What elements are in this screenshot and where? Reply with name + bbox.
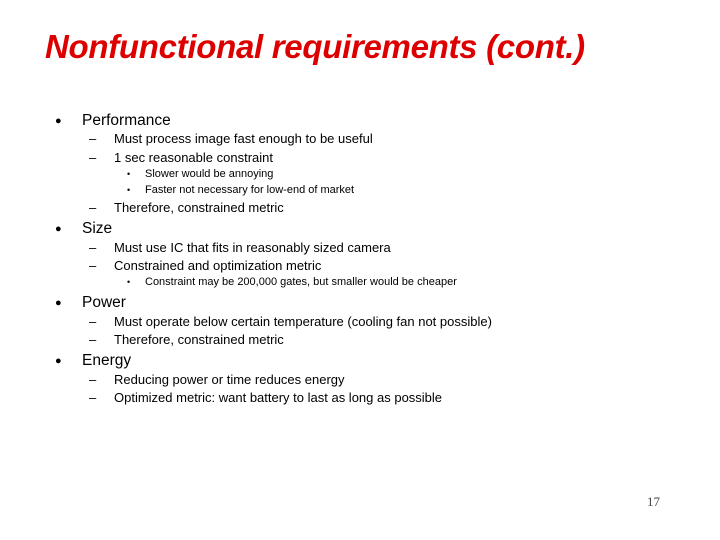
- sub-bullet-text: Constrained and optimization metric: [114, 258, 322, 273]
- dash-icon: –: [89, 131, 97, 146]
- bullet-dot-icon: ●: [55, 115, 62, 127]
- dash-icon: –: [89, 200, 97, 215]
- dash-icon: –: [89, 372, 97, 387]
- dash-icon: –: [89, 258, 97, 273]
- bullet-heading: Power: [82, 294, 126, 311]
- small-dot-icon: •: [127, 169, 131, 179]
- bullet-dot-icon: ●: [55, 223, 62, 235]
- sub-bullet-text: Reducing power or time reduces energy: [114, 372, 345, 387]
- dash-icon: –: [89, 390, 97, 405]
- sub-bullet-text: Must process image fast enough to be useful: [114, 131, 373, 146]
- sub-sub-bullet-text: Faster not necessary for low-end of market: [145, 184, 355, 196]
- page-number: 17: [647, 494, 660, 509]
- dash-icon: –: [89, 314, 97, 329]
- sub-sub-bullet-text: Slower would be annoying: [145, 168, 274, 180]
- sub-bullet-text: Therefore, constrained metric: [114, 332, 284, 347]
- bullet-heading: Energy: [82, 352, 132, 369]
- sub-bullet-text: Therefore, constrained metric: [114, 200, 284, 215]
- bullet-heading: Size: [82, 220, 113, 237]
- dash-icon: –: [89, 240, 97, 255]
- bullet-dot-icon: ●: [55, 297, 62, 309]
- dash-icon: –: [89, 332, 97, 347]
- slide-title: Nonfunctional requirements (cont.): [45, 28, 585, 65]
- bullet-heading: Performance: [82, 112, 171, 129]
- dash-icon: –: [89, 150, 97, 165]
- sub-bullet-text: 1 sec reasonable constraint: [114, 150, 273, 165]
- sub-sub-bullet-text: Constraint may be 200,000 gates, but smaller would be cheaper: [145, 276, 457, 288]
- small-dot-icon: •: [127, 185, 131, 195]
- small-dot-icon: •: [127, 277, 131, 287]
- bullet-dot-icon: ●: [55, 355, 62, 367]
- sub-bullet-text: Must operate below certain temperature (cooling fan not possible): [114, 314, 492, 329]
- sub-bullet-text: Must use IC that fits in reasonably sized camera: [114, 240, 391, 255]
- sub-bullet-text: Optimized metric: want battery to last as long as possible: [114, 390, 443, 405]
